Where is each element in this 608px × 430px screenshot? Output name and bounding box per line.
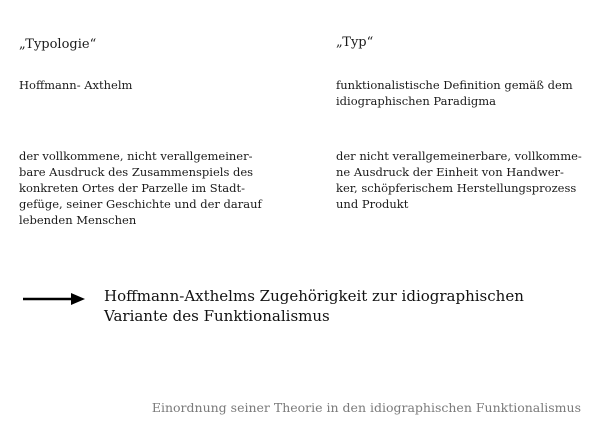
typ-description — [336, 148, 582, 212]
typologie-description — [19, 148, 262, 228]
typologie-heading: „Typologie“ — [19, 37, 97, 52]
typ-definition — [336, 77, 573, 109]
typ-description-line: der nicht verallgemeinerbare, vollkomme- — [336, 149, 582, 163]
typ-definition-line: funktionalistische Definition gemäß dem — [336, 78, 573, 92]
conclusion-line: Hoffmann-Axthelms Zugehörigkeit zur idiographischen — [104, 287, 524, 305]
typologie-description-line: gefüge, seiner Geschichte und der darauf — [19, 197, 262, 211]
typologie-description-line: der vollkommene, nicht verallgemeiner- — [19, 149, 253, 163]
typ-description-line: und Produkt — [336, 197, 409, 211]
slide-caption: Einordnung seiner Theorie in den idiographischen Funktionalismus — [151, 400, 581, 415]
typ-description-line: ker, schöpferischem Herstellungsprozess — [336, 181, 577, 195]
typologie-description-line: lebenden Menschen — [19, 213, 137, 227]
typologie-description-line: bare Ausdruck des Zusammenspiels des — [19, 165, 254, 179]
typ-description-line: ne Ausdruck der Einheit von Handwer- — [336, 165, 564, 179]
author-name: Hoffmann- Axthelm — [19, 78, 133, 92]
typ-definition-line: idiographischen Paradigma — [336, 94, 497, 108]
conclusion-text — [104, 286, 524, 326]
typ-heading: „Typ“ — [336, 35, 374, 50]
conclusion-line: Variante des Funktionalismus — [104, 307, 330, 325]
arrow-right-icon — [23, 292, 85, 306]
typologie-description-line: konkreten Ortes der Parzelle im Stadt- — [19, 181, 246, 195]
